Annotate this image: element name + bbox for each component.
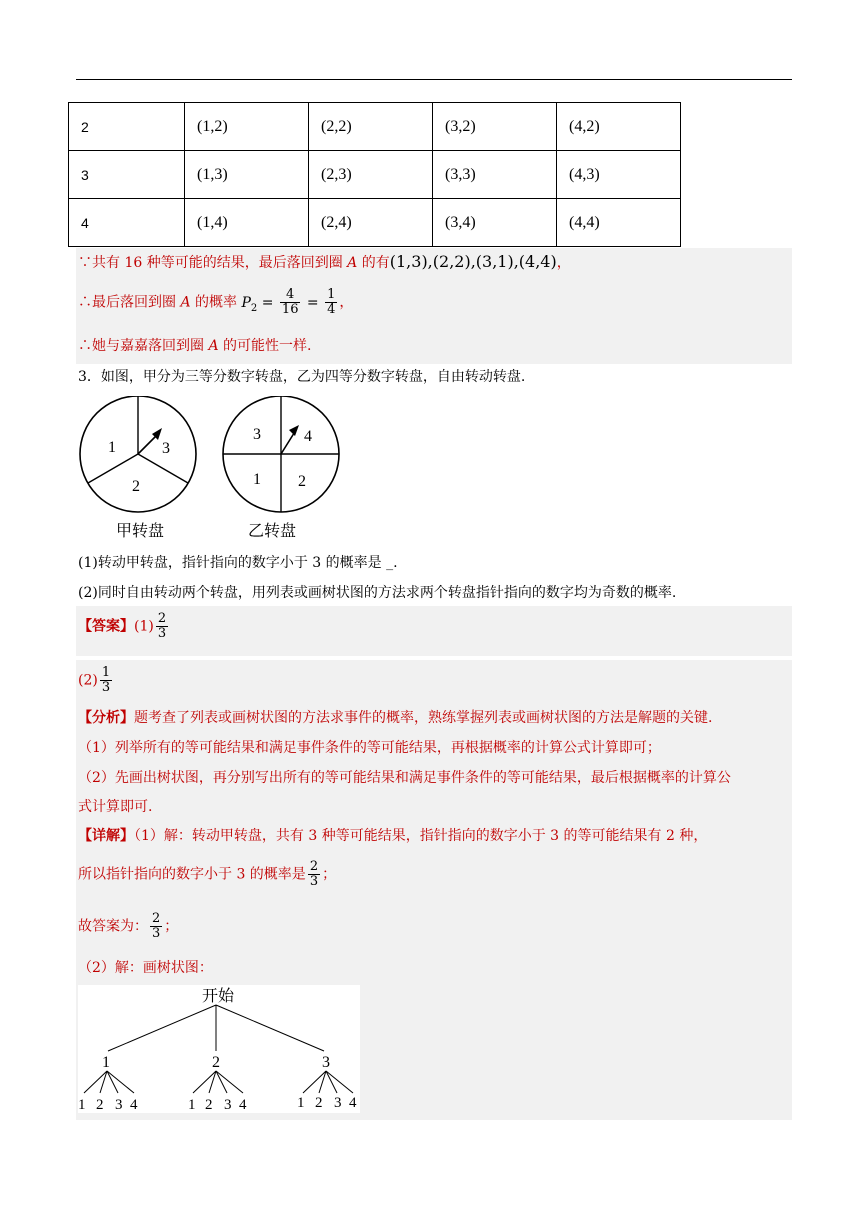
tree-branch: 1 — [102, 1054, 110, 1071]
tree-leaf: 2 — [315, 1095, 323, 1111]
tree-leaf: 3 — [334, 1095, 342, 1111]
fraction — [280, 288, 301, 317]
numerator: 1 — [101, 665, 111, 680]
solution-line-3 — [78, 336, 311, 356]
fraction — [308, 860, 320, 889]
table-cell: (3,2) — [433, 103, 557, 151]
row-label: 4 — [69, 199, 185, 247]
table-cell: (1,4) — [185, 199, 309, 247]
analysis-line — [78, 708, 712, 728]
detail-line-1 — [78, 826, 707, 846]
text: 的有 — [357, 255, 390, 271]
analysis-point-1: （1）列举所有的等可能结果和满足事件条件的等可能结果，再根据概率的计算公式计算即可； — [78, 740, 661, 756]
analysis-point-2a: （2）先画出树状图，再分别写出所有的等可能结果和满足事件条件的等可能结果，最后根据概率的计算公 — [78, 770, 731, 786]
fraction — [100, 666, 112, 695]
spinner-label: 3 — [162, 440, 170, 457]
tree-leaf: 1 — [78, 1097, 86, 1113]
text: 故答案为： — [78, 918, 148, 935]
header-rule — [76, 79, 792, 80]
detail-tag: 【详解】 — [78, 828, 134, 844]
tree-leaf: 4 — [130, 1097, 138, 1113]
fraction — [325, 288, 337, 317]
spinner-label: 3 — [253, 426, 261, 443]
text: ∵共有 16 种等可能的结果，最后落回到圈 — [78, 255, 348, 271]
spinner-label: 2 — [132, 478, 140, 495]
table-cell: (2,3) — [309, 151, 433, 199]
table-cell: (4,2) — [557, 103, 681, 151]
var-a: A — [208, 338, 219, 354]
row-label: 2 — [69, 103, 185, 151]
spinner-jia — [80, 396, 196, 512]
detail-text: （1）解：转动甲转盘，共有 3 种等可能结果，指针指向的数字小于 3 的等可能结果有 2 种， — [134, 828, 708, 844]
table-row — [69, 103, 681, 151]
analysis-text: 题考查了列表或画树状图的方法求事件的概率，熟练掌握列表或画树状图的方法是解题的关键. — [134, 710, 713, 726]
table-row — [69, 199, 681, 247]
numerator: 4 — [280, 288, 301, 303]
text: ∴最后落回到圈 — [78, 294, 181, 311]
table-cell: (2,4) — [309, 199, 433, 247]
equals: = — [257, 294, 278, 311]
denominator: 3 — [157, 626, 167, 641]
analysis-point-2b: 式计算即可. — [78, 799, 153, 815]
arrowhead-icon — [289, 425, 299, 436]
row-label: 3 — [69, 151, 185, 199]
subscript: 2 — [250, 302, 258, 314]
numerator: 1 — [327, 287, 336, 302]
solution-line-1 — [78, 252, 571, 273]
text: ， — [339, 294, 354, 311]
table-cell: (1,2) — [185, 103, 309, 151]
denominator: 3 — [152, 926, 161, 941]
spinner-label: 2 — [298, 473, 306, 490]
text: 的可能性一样. — [218, 338, 312, 354]
table-cell: (3,4) — [433, 199, 557, 247]
text: ； — [164, 918, 179, 935]
answer-label: (2) — [78, 672, 98, 689]
question-3-stem: 3．如图，甲分为三等分数字转盘，乙为四等分数字转盘，自由转动转盘. — [78, 369, 526, 385]
table-cell: (1,3) — [185, 151, 309, 199]
denominator: 4 — [327, 302, 336, 317]
denominator: 3 — [309, 874, 319, 889]
tree-leaf: 2 — [96, 1097, 104, 1113]
text: ∴她与嘉嘉落回到圈 — [78, 338, 209, 354]
answer-shade — [76, 606, 792, 656]
fraction — [156, 612, 168, 641]
tree-leaf: 1 — [188, 1097, 196, 1113]
tree-diagram — [78, 985, 360, 1113]
denominator: 16 — [281, 302, 299, 317]
answer-line-2 — [78, 666, 114, 695]
detail-line-4: （2）解：画树状图： — [78, 960, 213, 976]
tree-leaf: 3 — [224, 1097, 232, 1113]
table-cell: (3,3) — [433, 151, 557, 199]
numerator: 2 — [157, 611, 167, 626]
question-3-part-2: (2)同时自由转动两个转盘，用列表或画树状图的方法求两个转盘指针指向的数字均为奇数的概率. — [78, 585, 677, 601]
pairs: (1,3),(2,2),(3,1),(4,4) — [389, 252, 557, 271]
tree-leaf: 2 — [205, 1097, 213, 1113]
text: ； — [322, 866, 337, 883]
tree-leaf: 4 — [239, 1097, 247, 1113]
var-p: P — [241, 294, 251, 311]
table-cell: (4,4) — [557, 199, 681, 247]
detail-line-2 — [78, 860, 336, 889]
table-cell: (2,2) — [309, 103, 433, 151]
denominator: 3 — [101, 680, 111, 695]
table-row — [69, 151, 681, 199]
text: ， — [556, 255, 571, 271]
spinner-label: 4 — [304, 428, 312, 445]
spinners-figure — [76, 396, 356, 546]
tree-leaf: 1 — [297, 1095, 305, 1111]
tree-leaf: 3 — [115, 1097, 123, 1113]
analysis-tag: 【分析】 — [78, 710, 134, 726]
spinner-caption: 乙转盘 — [248, 523, 297, 540]
tree-branch: 2 — [212, 1054, 220, 1071]
tree-leaf: 4 — [349, 1095, 357, 1111]
answer-tag: 【答案】 — [78, 618, 134, 635]
spinner-label: 1 — [108, 439, 116, 456]
table-cell: (4,3) — [557, 151, 681, 199]
spinner-label: 1 — [253, 471, 261, 488]
tree-branch: 3 — [322, 1054, 330, 1071]
outcome-table — [68, 102, 681, 247]
text: 的概率 — [190, 294, 242, 311]
tree-root: 开始 — [202, 988, 235, 1005]
answer-label: (1) — [134, 618, 154, 635]
detail-line-3 — [78, 912, 178, 941]
fraction — [150, 912, 162, 941]
var-a: A — [180, 294, 191, 311]
equals: = — [302, 294, 324, 311]
numerator: 2 — [152, 911, 161, 926]
question-3-part-1: (1)转动甲转盘，指针指向的数字小于 3 的概率是 _. — [78, 555, 398, 571]
spinner-caption: 甲转盘 — [116, 523, 165, 540]
solution-line-2 — [78, 288, 353, 318]
spinner-yi — [223, 396, 339, 512]
numerator: 2 — [309, 859, 319, 874]
var-a: A — [347, 255, 358, 271]
answer-line-1 — [78, 612, 170, 641]
text: 所以指针指向的数字小于 3 的概率是 — [78, 866, 306, 883]
